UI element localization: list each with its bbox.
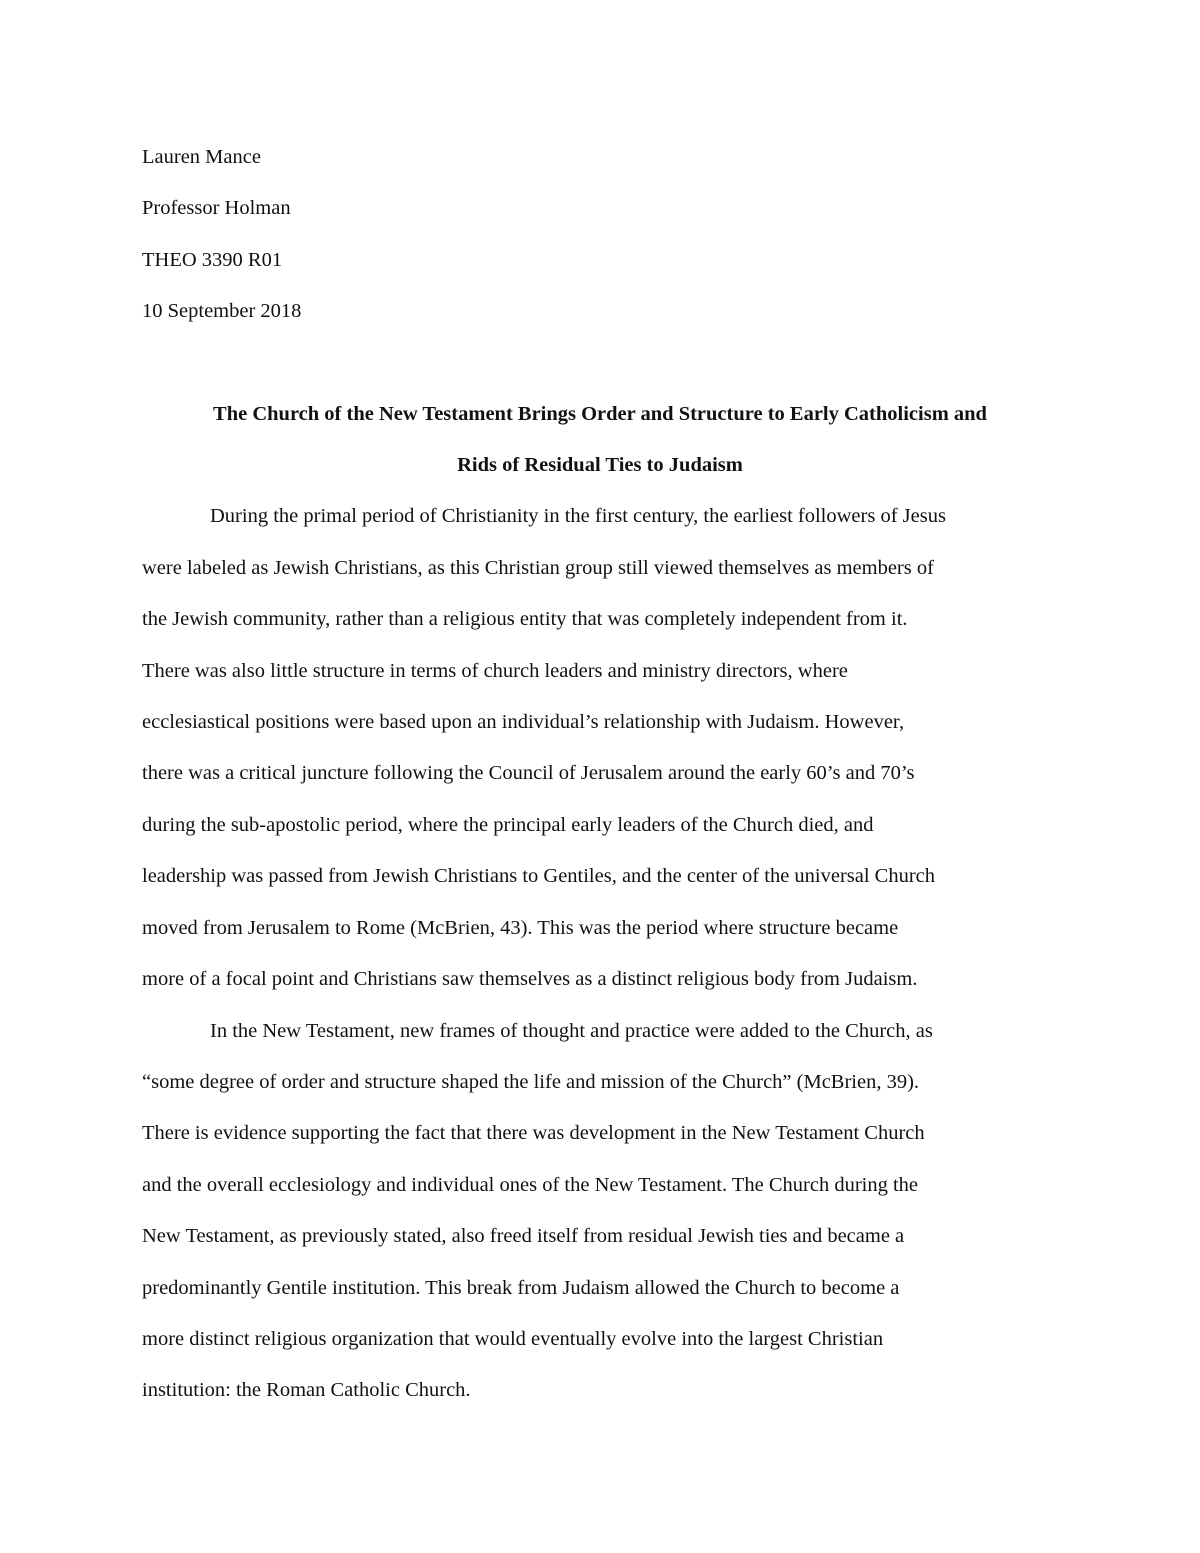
paper-title: [142, 389, 1058, 492]
paragraph-line: predominantly Gentile institution. This break from Judaism allowed the Church to become a: [142, 1276, 900, 1299]
paragraph-2: [142, 1006, 1058, 1417]
document-body: [142, 132, 1058, 1417]
course-code: THEO 3390 R01: [142, 248, 283, 271]
paragraph-line: There was also little structure in terms of church leaders and ministry directors, where: [142, 659, 848, 682]
paragraph-line: moved from Jerusalem to Rome (McBrien, 43). This was the period where structure became: [142, 916, 899, 939]
paragraph-line: New Testament, as previously stated, also freed itself from residual Jewish ties and became a: [142, 1225, 905, 1248]
paragraph-line: institution: the Roman Catholic Church.: [142, 1379, 471, 1402]
paragraph-1: [142, 491, 1058, 1005]
title-line-1: The Church of the New Testament Brings Order and Structure to Early Catholicism and: [213, 402, 987, 425]
paragraph-line: there was a critical juncture following the Council of Jerusalem around the early 60’s and 70’s: [142, 762, 915, 785]
paragraph-line: “some degree of order and structure shaped the life and mission of the Church” (McBrien, 39).: [142, 1070, 920, 1093]
title-line-2: Rids of Residual Ties to Judaism: [457, 454, 743, 477]
paragraph-line: In the New Testament, new frames of thought and practice were added to the Church, as: [210, 1019, 933, 1042]
paragraph-line: more distinct religious organization that would eventually evolve into the largest Christian: [142, 1327, 884, 1350]
paragraph-line: the Jewish community, rather than a religious entity that was completely independent from it.: [142, 608, 908, 631]
paper-date: 10 September 2018: [142, 300, 302, 323]
paragraph-line: ecclesiastical positions were based upon an individual’s relationship with Judaism. However,: [142, 711, 905, 734]
paragraph-line: more of a focal point and Christians saw themselves as a distinct religious body from Judaism.: [142, 968, 918, 991]
paragraph-line: During the primal period of Christianity in the first century, the earliest followers of Jesus: [210, 505, 946, 528]
paragraph-line: during the sub-apostolic period, where the principal early leaders of the Church died, and: [142, 813, 874, 836]
paragraph-line: There is evidence supporting the fact that there was development in the New Testament Church: [142, 1122, 925, 1145]
paragraph-line: were labeled as Jewish Christians, as this Christian group still viewed themselves as members of: [142, 556, 934, 579]
paragraph-line: leadership was passed from Jewish Christians to Gentiles, and the center of the universal Church: [142, 865, 936, 888]
author-name: Lauren Mance: [142, 146, 261, 168]
paragraph-line: and the overall ecclesiology and individual ones of the New Testament. The Church during the: [142, 1173, 919, 1196]
professor-name: Professor Holman: [142, 197, 291, 220]
